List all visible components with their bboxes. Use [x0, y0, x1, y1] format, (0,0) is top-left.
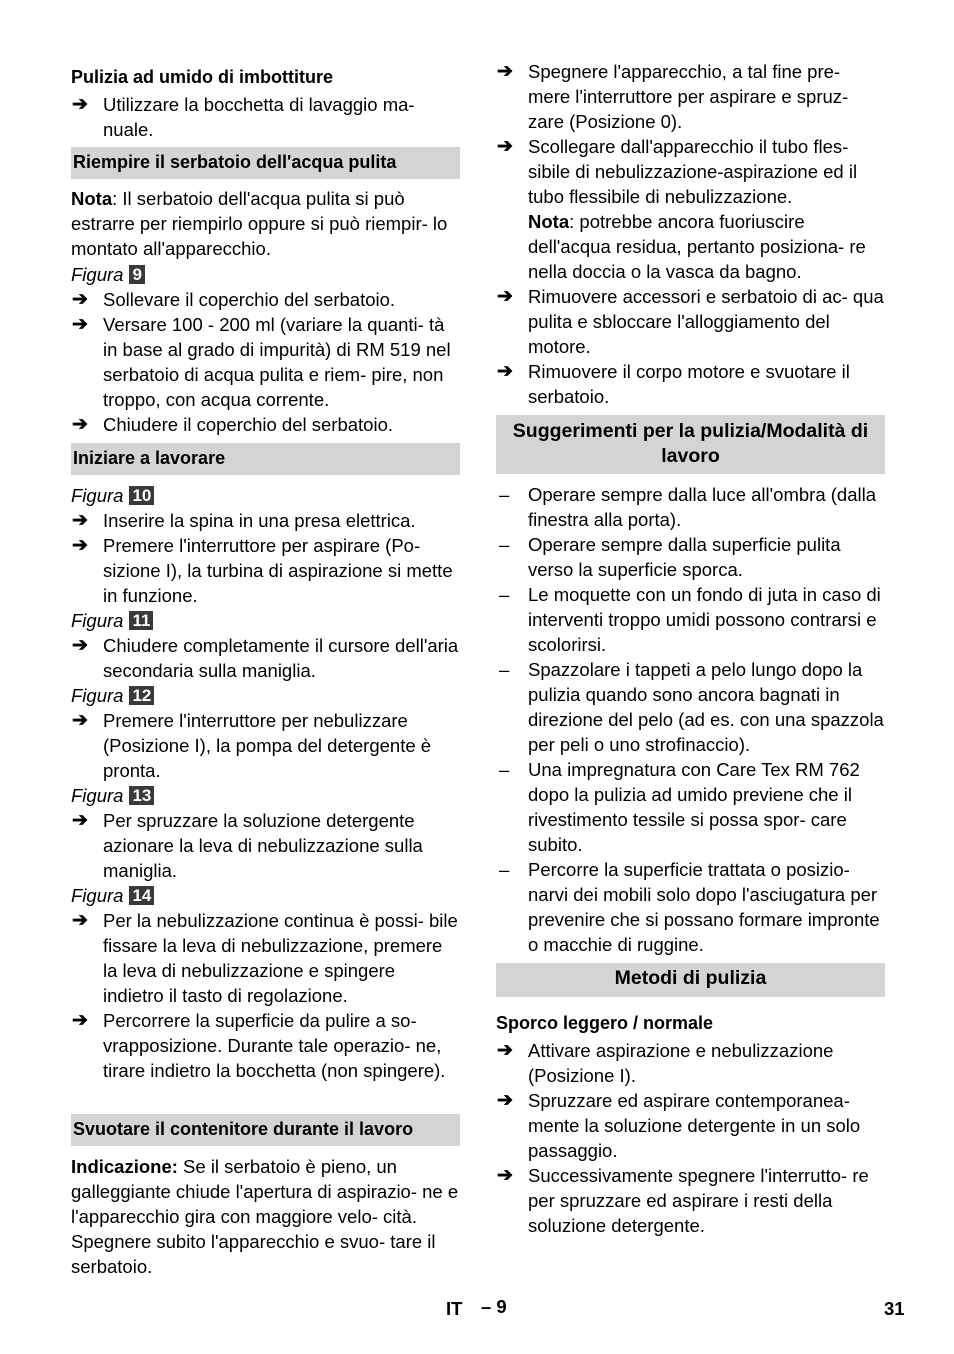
figure-reference: Figura 14 [71, 883, 460, 908]
list-item: ➔ Spruzzare ed aspirare contemporanea- mente la soluzione detergente in un solo passaggio. [497, 1090, 861, 1161]
arrow-icon: ➔ [72, 535, 88, 556]
note-label: Nota [528, 211, 570, 232]
dash-bullet: – [499, 584, 510, 605]
arrow-icon: ➔ [497, 136, 513, 157]
figure-reference: Figura 13 [71, 783, 460, 808]
section-heading-empty-container: Svuotare il contenitore durante il lavoro [71, 1114, 460, 1146]
figure-reference: Figura 12 [71, 683, 460, 708]
arrow-icon: ➔ [497, 1090, 513, 1111]
dash-bullet: – [499, 859, 510, 880]
arrow-icon: ➔ [72, 94, 88, 115]
list-item: – Percorre la superficie trattata o posizio- narvi dei mobili solo dopo l'asciugatura per prevenire che si possano formare impronte o macchie di ruggine. [499, 859, 880, 955]
figure-number-badge: 14 [129, 886, 154, 905]
figure-number-badge: 11 [129, 611, 153, 630]
list-item: ➔ Spegnere l'apparecchio, a tal fine pre- mere l'interruttore per aspirare e spruz- zare (Posizione 0). [497, 61, 849, 132]
figure-number-badge: 10 [129, 486, 154, 505]
arrow-icon: ➔ [72, 510, 88, 531]
arrow-icon: ➔ [72, 810, 88, 831]
list-item: ➔ Rimuovere il corpo motore e svuotare il serbatoio. [497, 361, 850, 407]
list-item: ➔ Attivare aspirazione e nebulizzazione (Posizione I). [497, 1040, 834, 1086]
list-item: ➔ Utilizzare la bocchetta di lavaggio ma- nuale. [72, 94, 415, 140]
arrow-icon: ➔ [72, 1010, 88, 1031]
section-heading-start-work: Iniziare a lavorare [71, 443, 460, 475]
note-paragraph: Nota: Il serbatoio dell'acqua pulita si può estrarre per riempirlo oppure si può riempir- lo montato all'apparecchio. [71, 188, 448, 259]
arrow-icon: ➔ [72, 414, 88, 435]
list-item: – Spazzolare i tappeti a pelo lungo dopo la pulizia quando sono ancora bagnati in direzione del pelo (ad es. con una spazzola per peli o uno strofinaccio). [499, 659, 884, 755]
arrow-icon: ➔ [497, 1165, 513, 1186]
dash-bullet: – [499, 659, 510, 680]
list-item: ➔ Versare 100 - 200 ml (variare la quanti- tà in base al grado di impurità) di RM 519 nel serbatoio di acqua pulita e riem- pire, non troppo, con acqua corrente. [72, 314, 451, 410]
list-item: ➔ Chiudere il coperchio del serbatoio. [72, 414, 394, 435]
list-item: ➔ Successivamente spegnere l'interrutto- re per spruzzare ed aspirare i resti della soluzione detergente. [497, 1165, 869, 1236]
indication-paragraph: Indicazione: Se il serbatoio è pieno, un galleggiante chiude l'apertura di aspirazio- ne e l'apparecchio gira con maggiore velo- cità. Spegnere subito l'apparecchio e svuo- tare il serbatoio. [71, 1156, 459, 1277]
list-item: ➔ Premere l'interruttore per aspirare (Po- sizione I), la turbina di aspirazione si mette in funzione. [72, 535, 453, 606]
footer-page-number: 31 [884, 1298, 905, 1319]
figure-reference: Figura 11 [71, 608, 460, 633]
list-item: ➔ Premere l'interruttore per nebulizzare (Posizione I), la pompa del detergente è pronta. [72, 710, 432, 781]
section-heading-methods: Metodi di pulizia [496, 963, 885, 997]
footer-language: IT [446, 1298, 463, 1319]
dash-bullet: – [499, 534, 510, 555]
section-heading-tips: Suggerimenti per la pulizia/Modalità di lavoro [496, 415, 885, 474]
arrow-icon: ➔ [497, 286, 513, 307]
arrow-icon: ➔ [72, 314, 88, 335]
list-item: – Le moquette con un fondo di juta in caso di interventi troppo umidi possono contrarsi e scolorirsi. [499, 584, 881, 655]
indication-label: Indicazione: [71, 1156, 178, 1177]
figure-reference: Figura 9 [71, 262, 460, 287]
section-heading-fill-tank: Riempire il serbatoio dell'acqua pulita [71, 147, 460, 179]
list-item: – Operare sempre dalla superficie pulita verso la superficie sporca. [499, 534, 841, 580]
list-item: ➔ Scollegare dall'apparecchio il tubo fles- sibile di nebulizzazione-aspirazione ed il tubo flessibile di nebulizzazione. Nota: potrebbe ancora fuoriuscire dell'acqua residua, pertanto posiziona- re nella doccia o la vasca da bagno. [496, 134, 885, 284]
list-item: ➔ Rimuovere accessori e serbatoio di ac- qua pulita e sbloccare l'alloggiamento del motore. [497, 286, 884, 357]
figure-number-badge: 13 [129, 786, 154, 805]
list-item: – Una impregnatura con Care Tex RM 762 dopo la pulizia ad umido previene che il rivestimento tessile si possa spor- care subito. [499, 759, 860, 855]
list-item: ➔ Percorrere la superficie da pulire a so- vrapposizione. Durante tale operazio- ne, tirare indietro la bocchetta (non spingere). [72, 1010, 446, 1081]
figure-number-badge: 12 [129, 686, 154, 705]
footer-local-page: – 9 [481, 1296, 507, 1317]
list-item: ➔ Per spruzzare la soluzione detergente azionare la leva di nebulizzazione sulla maniglia. [72, 810, 423, 881]
arrow-icon: ➔ [72, 635, 88, 656]
arrow-icon: ➔ [72, 289, 88, 310]
subheading-light-dirt: Sporco leggero / normale [496, 1013, 714, 1033]
list-item: ➔ Per la nebulizzazione continua è possi- bile fissare la leva di nebulizzazione, premere la leva di nebulizzazione e spingere indietro il tasto di regolazione. [72, 910, 458, 1006]
list-item: – Operare sempre dalla luce all'ombra (dalla finestra alla porta). [499, 484, 877, 530]
section-heading-wet-cleaning: Pulizia ad umido di imbottiture [71, 67, 334, 87]
dash-bullet: – [499, 759, 510, 780]
list-item: ➔ Sollevare il coperchio del serbatoio. [72, 289, 396, 310]
list-item: ➔ Inserire la spina in una presa elettrica. [72, 510, 416, 531]
arrow-icon: ➔ [497, 1040, 513, 1061]
arrow-icon: ➔ [72, 710, 88, 731]
figure-number-badge: 9 [129, 265, 144, 284]
dash-bullet: – [499, 484, 510, 505]
arrow-icon: ➔ [497, 361, 513, 382]
note-label: Nota [71, 188, 113, 209]
figure-reference: Figura 10 [71, 483, 460, 508]
list-item: ➔ Chiudere completamente il cursore dell'aria secondaria sulla maniglia. [72, 635, 459, 681]
arrow-icon: ➔ [497, 61, 513, 82]
arrow-icon: ➔ [72, 910, 88, 931]
inline-note: Nota: potrebbe ancora fuoriuscire dell'acqua residua, pertanto posiziona- re nella doccia o la vasca da bagno. [528, 211, 866, 282]
